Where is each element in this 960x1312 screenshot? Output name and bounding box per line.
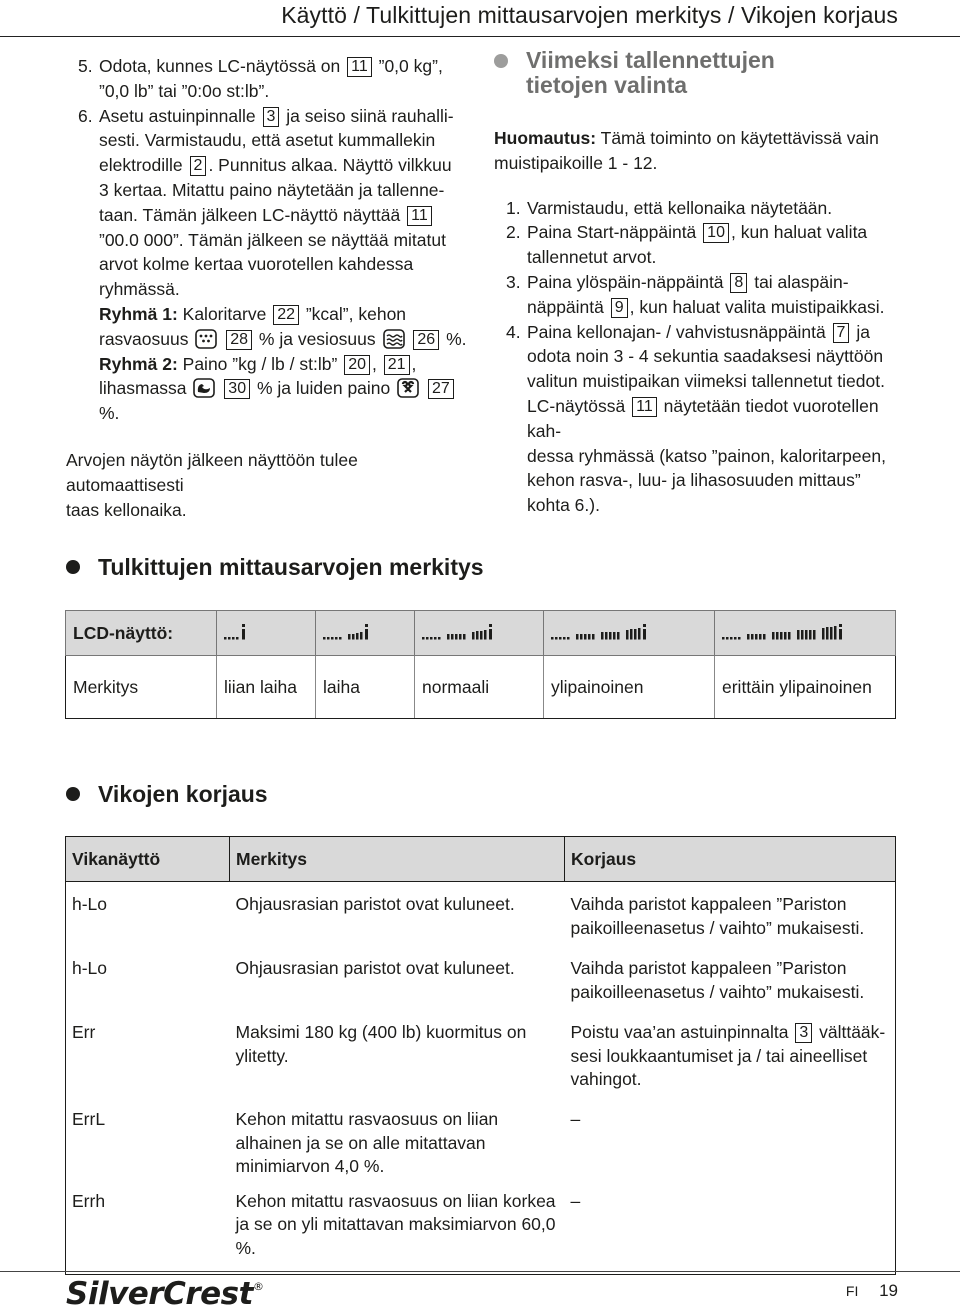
step-5 — [66, 54, 476, 104]
step-text: elektrodille — [99, 155, 183, 176]
meaning-cell: liian laiha — [217, 656, 316, 719]
step-text: ”0,0 kg”, — [373, 56, 443, 76]
ref-number-box: 27 — [428, 379, 454, 399]
ref-number-box: 21 — [384, 355, 410, 375]
step-text: , — [411, 353, 417, 374]
ref-number-box: 30 — [224, 379, 250, 399]
lcd-indicator-cell — [217, 611, 316, 656]
step-text: rasvaosuus — [99, 328, 189, 349]
recall-step-4 — [494, 320, 904, 518]
fix-text: välttääk-sesi loukkaantumiset ja / tai aineelliset vahingot. — [570, 1022, 886, 1089]
step-text: näppäintä — [527, 296, 604, 317]
recall-step-2 — [494, 220, 904, 270]
header-divider — [0, 36, 960, 37]
step-text: %. — [99, 403, 120, 424]
page-header-title: Käyttö / Tulkittujen mittausarvojen merkitys / Vikojen korjaus — [281, 2, 898, 28]
ref-number-box: 11 — [407, 206, 432, 226]
step-text: tallennetut arvot. — [527, 247, 657, 268]
step-text: kohta 6.). — [527, 495, 600, 516]
step-text: kehon rasva-, luu- ja lihasosuuden mittaus” — [527, 470, 861, 491]
column-header: Korjaus — [565, 837, 896, 882]
fault-fix-cell — [565, 1010, 896, 1097]
fault-code-cell: ErrL — [66, 1097, 230, 1179]
meaning-cell: normaali — [415, 656, 544, 719]
fault-meaning-cell: Kehon mitattu rasvaosuus on liian korkea ja se on yli mitattavan maksimiarvon 60,0 %. — [230, 1179, 565, 1275]
step-text: arvot kolme kertaa vuorotellen kahdessa — [99, 254, 414, 275]
meaning-label-cell: Merkitys — [66, 656, 217, 719]
lcd-indicator-level-4-icon — [551, 622, 675, 644]
step-text: Paina Start-näppäintä — [527, 222, 697, 243]
language-code: FI — [845, 1283, 859, 1299]
step-text: lihasmassa — [99, 378, 187, 399]
ref-number-box: 9 — [611, 298, 628, 318]
meaning-cell: erittäin ylipainoinen — [715, 656, 896, 719]
ref-number-box: 11 — [632, 397, 657, 417]
table-row — [66, 946, 896, 1010]
lcd-indicator-cell — [544, 611, 715, 656]
table-header-row — [66, 611, 896, 656]
ref-number-box: 7 — [833, 323, 850, 343]
fault-code-cell: Errh — [66, 1179, 230, 1275]
lcd-indicator-level-3-icon — [422, 622, 516, 644]
step-text: %. — [446, 328, 467, 349]
fault-meaning-cell: Maksimi 180 kg (400 lb) kuormitus on ylitetty. — [235, 1022, 527, 1066]
muscle-icon — [193, 378, 215, 398]
step-text: sesti. Varmistaudu, että asetut kummallekin — [99, 130, 436, 151]
step-text: ja — [856, 321, 870, 342]
step-text: dessa ryhmässä (katso ”painon, kaloritarpeen, — [527, 445, 886, 466]
step-text: ”00.0 000”. Tämän jälkeen se näyttää mitatut — [99, 229, 446, 250]
note-label: Huomautus: — [494, 128, 597, 148]
lcd-indicator-level-2-icon — [323, 622, 393, 644]
note-text: muistipaikoille 1 - 12. — [494, 152, 658, 173]
lcd-indicator-cell — [316, 611, 415, 656]
step-number: 6. — [78, 105, 93, 126]
step-text: Paina kellonajan- / vahvistusnäppäintä — [527, 321, 826, 342]
recall-heading — [494, 48, 904, 98]
table-row — [66, 1010, 896, 1097]
ref-number-box: 10 — [703, 223, 729, 243]
ref-number-box: 20 — [344, 355, 370, 375]
step-text: taan. Tämän jälkeen LC-näyttö näyttää — [99, 204, 401, 225]
step-text: Kaloritarve — [182, 303, 267, 324]
ref-number-box: 3 — [263, 107, 280, 127]
step-text: Odota, kunnes LC-näytössä on — [99, 56, 341, 76]
step-number: 3. — [506, 271, 521, 292]
right-column — [494, 48, 904, 518]
table-header-row — [66, 837, 896, 882]
footer-divider — [0, 1271, 960, 1272]
note — [494, 126, 904, 176]
lcd-indicator-cell — [715, 611, 896, 656]
section-title-text: Tulkittujen mittausarvojen merkitys — [98, 554, 484, 580]
column-header: Vikanäyttö — [66, 837, 230, 882]
fault-fix-cell: – — [565, 1179, 896, 1275]
step-text: 3 kertaa. Mitattu paino näytetään ja tallenne- — [99, 179, 445, 200]
ref-number-box: 11 — [347, 57, 372, 77]
fault-code-cell: h-Lo — [66, 946, 230, 1010]
water-icon — [383, 329, 405, 349]
step-text: näytetään tiedot vuorotellen kah- — [527, 395, 879, 441]
step-text: tai alaspäin- — [754, 271, 849, 292]
ref-number-box: 26 — [413, 330, 439, 350]
step-text: valitun muistipaikan viimeksi tallennetut tiedot. — [527, 371, 885, 392]
ref-number-box: 2 — [190, 156, 207, 176]
step-text: ja seiso siinä rauhalli- — [286, 105, 454, 126]
fault-code-cell: Err — [66, 1010, 230, 1097]
ref-number-box: 22 — [273, 305, 299, 325]
step-text: ”kcal”, kehon — [305, 303, 407, 324]
bullet-icon — [66, 787, 80, 801]
note-text: Tämä toiminto on käytettävissä vain — [600, 128, 879, 148]
heading-text: Viimeksi tallennettujen — [526, 47, 775, 73]
step-text: Paino ”kg / lb / st:lb” — [182, 353, 338, 374]
step-text: LC-näytössä — [527, 395, 626, 416]
lcd-indicator-level-1-icon — [224, 622, 264, 644]
group-2-label: Ryhmä 2: — [99, 353, 178, 374]
bullet-icon — [66, 560, 80, 574]
fault-fix-cell: Vaihda paristot kappaleen ”Pariston paikoilleenasetus / vaihto” mukaisesti. — [565, 882, 896, 947]
lcd-meaning-table — [65, 610, 896, 719]
ref-number-box: 3 — [795, 1023, 812, 1043]
table-row — [66, 656, 896, 719]
fault-section-title — [66, 779, 268, 809]
left-column — [66, 54, 476, 522]
step-number: 1. — [506, 197, 521, 218]
table-row — [66, 882, 896, 947]
step-text: Paina ylöspäin-näppäintä — [527, 271, 724, 292]
step-text: odota noin 3 - 4 sekuntia saadaksesi näyttöön — [527, 346, 884, 367]
fix-text: Poistu vaa’an astuinpinnalta — [570, 1022, 789, 1042]
table-row — [66, 1179, 896, 1275]
step-text: , kun haluat valita muistipaikkasi. — [629, 296, 885, 317]
fault-table — [65, 836, 896, 1275]
step-number: 5. — [78, 56, 93, 76]
step-text: Varmistaudu, että kellonaika näytetään. — [527, 197, 833, 218]
step-text: ryhmässä. — [99, 279, 180, 300]
step-text: , kun haluat valita — [730, 222, 868, 243]
section-title-text: Vikojen korjaus — [98, 781, 268, 807]
body-fat-icon — [195, 329, 217, 349]
meaning-cell: laiha — [316, 656, 415, 719]
step-number: 2. — [506, 222, 521, 243]
lcd-section-title — [66, 552, 484, 582]
group-1-label: Ryhmä 1: — [99, 303, 178, 324]
page-footer — [846, 1281, 898, 1301]
bullet-icon — [494, 54, 508, 68]
step-number: 4. — [506, 321, 521, 342]
brand-logo — [66, 1276, 263, 1312]
fault-code-cell: h-Lo — [66, 882, 230, 947]
page-number: 19 — [879, 1281, 898, 1300]
step-text: . Punnitus alkaa. Näyttö vilkkuu — [208, 155, 452, 176]
ref-number-box: 28 — [226, 330, 252, 350]
step-text: % ja vesiosuus — [258, 328, 376, 349]
step-text: % ja luiden paino — [256, 378, 391, 399]
paragraph-text: Arvojen näytön jälkeen näyttöön tulee automaattisesti — [66, 449, 358, 495]
meaning-cell: ylipainoinen — [544, 656, 715, 719]
closing-paragraph — [66, 448, 476, 522]
bone-icon — [397, 378, 419, 398]
step-text: ”0,0 lb” tai ”0:0o st:lb”. — [99, 80, 270, 101]
step-text: Asetu astuinpinnalle — [99, 105, 256, 126]
lcd-indicator-level-5-icon — [722, 622, 872, 644]
lcd-label-cell: LCD-näyttö: — [66, 611, 217, 656]
lcd-indicator-cell — [415, 611, 544, 656]
heading-text: tietojen valinta — [526, 72, 688, 98]
ref-number-box: 8 — [730, 273, 747, 293]
fault-meaning-cell: Kehon mitattu rasvaosuus on liian alhainen ja se on alle mitattavan minimiarvon 4,0 %. — [235, 1109, 499, 1176]
fault-meaning-cell: Ohjausrasian paristot ovat kuluneet. — [235, 894, 515, 914]
step-6 — [66, 104, 476, 426]
step-text: , — [371, 353, 377, 374]
brand-name: SilverCrest — [66, 1276, 253, 1312]
fault-fix-cell: Vaihda paristot kappaleen ”Pariston paikoilleenasetus / vaihto” mukaisesti. — [565, 946, 896, 1010]
recall-step-1 — [494, 196, 904, 221]
column-header: Merkitys — [230, 837, 565, 882]
fault-fix-cell: – — [565, 1097, 896, 1179]
registered-mark: ® — [252, 1280, 264, 1293]
recall-step-3 — [494, 270, 904, 320]
table-row — [66, 1097, 896, 1179]
fault-meaning-cell: Ohjausrasian paristot ovat kuluneet. — [235, 958, 515, 978]
paragraph-text: taas kellonaika. — [66, 499, 187, 520]
